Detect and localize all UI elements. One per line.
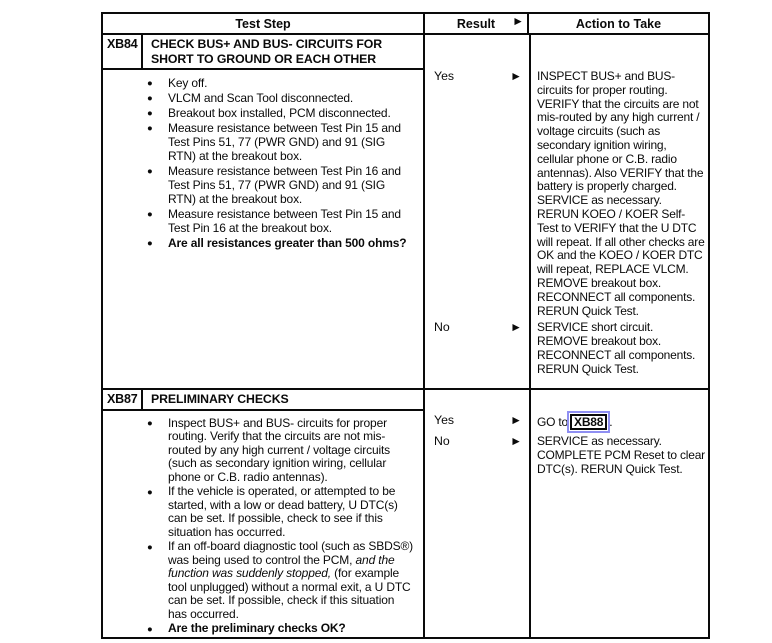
header-result [425,14,529,33]
xb84-result-yes-row [425,70,708,318]
xb87-test-step-cell [103,390,425,637]
result-cell [425,321,529,376]
xb84-step-list [103,76,423,250]
test-section-xb84 [103,35,708,388]
list-item: ● Breakout box installed, PCM disconnected. [168,106,415,120]
header-action-to-take: Action to Take [575,16,662,31]
xb87-test-code: XB87 [103,390,143,409]
result-yes-label: Yes [434,413,455,427]
result-cell [425,435,529,476]
list-item: ● Measure resistance between Test Pin 15 and Test Pins 51, 77 (PWR GND) and 91 (SIG RTN) at the breakout box. [168,121,415,163]
list-item: ● VLCM and Scan Tool disconnected. [168,91,415,105]
xb84-test-code: XB84 [103,35,143,68]
result-arrow-icon: ► [510,320,522,335]
test-section-xb87 [103,388,708,637]
xb87-no-action-text: SERVICE as necessary. COMPLETE PCM Reset to clear DTC(s). RERUN Quick Test. [537,434,705,476]
result-no-label: No [434,320,450,335]
xb84-result-no-row [425,321,708,376]
result-yes-label: Yes [434,69,455,83]
bullet-text-part: If an off-board diagnostic tool (such as SBDS®) was being used to control the PCM, [168,539,414,567]
goto-text: GO to [537,415,569,429]
table-header-row [103,14,708,35]
xb87-result-action-cell [425,390,708,637]
bullet-text-part: (for example tool unplugged) without a normal exit, a U DTC can be set. If possible, check if this situation has occurred. [168,566,411,621]
result-cell [425,70,529,318]
xb88-link-selection [570,414,607,430]
xb87-yes-action-text [529,414,708,430]
xb84-result-action-cell [425,35,708,388]
result-arrow-icon: ► [510,434,522,448]
xb84-yes-action-text: INSPECT BUS+ and BUS- circuits for proper routing. VERIFY that the circuits are not mis-routed by any high current / voltage circuits (such as secondary ignition wiring, cellular phone or C.B. radio antennas). Also VERIFY that the battery is properly charged. SERVICE as necessary. RERUN KOEO / KOER Self-Test to VERIFY that the U DTC will repeat. If all other checks are OK and the KOEO / KOER DTC will repeat, REPLACE VLCM. REMOVE breakout box. RECONNECT all components. RERUN Quick Test. [537,69,705,318]
xb87-question: ● Are the preliminary checks OK? [168,622,415,636]
result-arrow-icon: ► [510,413,522,427]
xb87-result-no-row [425,435,708,476]
goto-period: . [609,415,613,429]
xb84-test-step-cell [103,35,425,388]
header-test-step: Test Step [103,14,425,33]
xb87-result-yes-row [425,414,708,430]
list-item: ● Inspect BUS+ and BUS- circuits for proper routing. Verify that the circuits are not mis-routed by any high current / voltage circuits (such as secondary ignition wiring, cellular phone or C.B. radio antennas). [168,417,415,485]
list-item: ● Key off. [168,76,415,90]
xb88-link[interactable]: XB88 [570,414,607,430]
xb84-question: ● Are all resistances greater than 500 ohms? [168,236,415,250]
result-arrow-icon: ► [510,69,522,83]
xb84-no-action-text: SERVICE short circuit. REMOVE breakout box. RECONNECT all components. RERUN Quick Test. [537,320,696,376]
xb84-title-row [103,35,423,70]
xb87-step-list [103,417,423,636]
list-item: ● If the vehicle is operated, or attempted to be started, with a low or dead battery, U DTC(s) can be set. If possible, check to see if this situation has occurred. [168,485,415,539]
list-item: ● Measure resistance between Test Pin 16 and Test Pins 51, 77 (PWR GND) and 91 (SIG RTN) at the breakout box. [168,164,415,206]
header-result-label: Result [456,16,496,31]
list-item: ● Measure resistance between Test Pin 15 and Test Pin 16 at the breakout box. [168,207,415,235]
result-no-label: No [434,434,450,448]
diagnostic-table [101,12,710,639]
bullet-text-italic: and the function was suddenly stopped, [168,552,395,580]
result-arrow-icon: ► [512,14,524,28]
xb87-test-title: PRELIMINARY CHECKS [151,392,289,406]
xb84-test-title: CHECK BUS+ AND BUS- CIRCUITS FOR SHORT TO GROUND OR EACH OTHER [151,37,383,66]
result-cell [425,414,529,430]
list-item [168,540,415,621]
xb87-title-row [103,390,423,411]
